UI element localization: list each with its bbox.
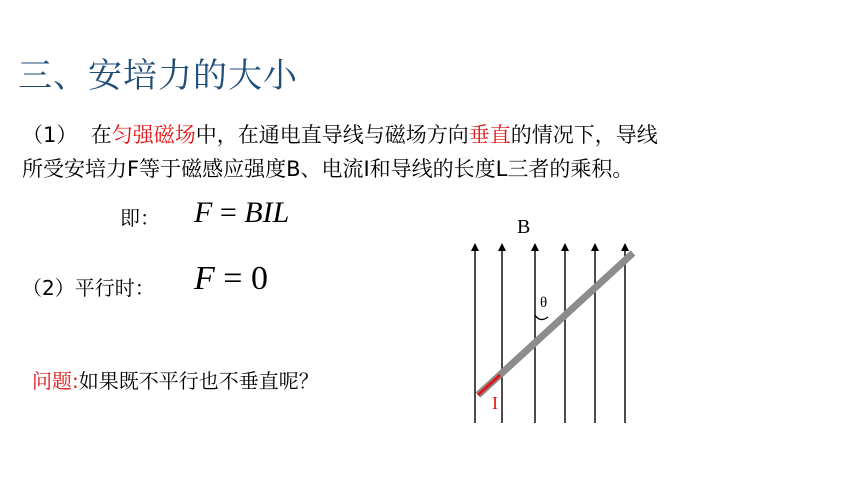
formula-lhs: F xyxy=(194,196,213,229)
question-text: 如果既不平行也不垂直呢？ xyxy=(78,369,319,393)
question xyxy=(32,365,319,394)
formula-bil xyxy=(194,196,289,230)
current-arrow xyxy=(478,375,500,395)
question-label: 问题: xyxy=(32,369,79,393)
highlight-uniform-field: 匀强磁场 xyxy=(111,123,196,147)
i-label: I xyxy=(492,393,498,413)
text-post: 的情况下，导线 xyxy=(510,123,658,147)
formula-rhs: 0 xyxy=(250,260,268,297)
highlight-perpendicular: 垂直 xyxy=(468,123,511,147)
text-mid: 中，在通电直导线与磁场方向 xyxy=(195,123,469,147)
item-number: （1） xyxy=(22,123,78,147)
definition-line-1 xyxy=(22,118,842,152)
angle-arc xyxy=(535,315,548,320)
slide-title: 三、安培力的大小 xyxy=(18,56,298,96)
formula-lhs: F xyxy=(194,260,215,297)
b-label: B xyxy=(517,216,531,238)
wire xyxy=(478,253,633,395)
ji-label: 即： xyxy=(120,206,160,230)
formula-zero xyxy=(194,260,268,298)
theta-label: θ xyxy=(540,295,548,311)
formula-eq: = xyxy=(212,196,245,229)
definition-line-2: 所受安培力F等于磁感应强度B、电流I和导线的长度L三者的乘积。 xyxy=(22,157,634,181)
text-pre: 在 xyxy=(90,123,112,147)
definition-paragraph xyxy=(22,118,842,186)
formula-rhs: BIL xyxy=(244,196,290,229)
formula-eq: = xyxy=(214,260,251,297)
parallel-label: （2）平行时： xyxy=(22,276,155,300)
magnetic-field-diagram xyxy=(440,205,660,430)
